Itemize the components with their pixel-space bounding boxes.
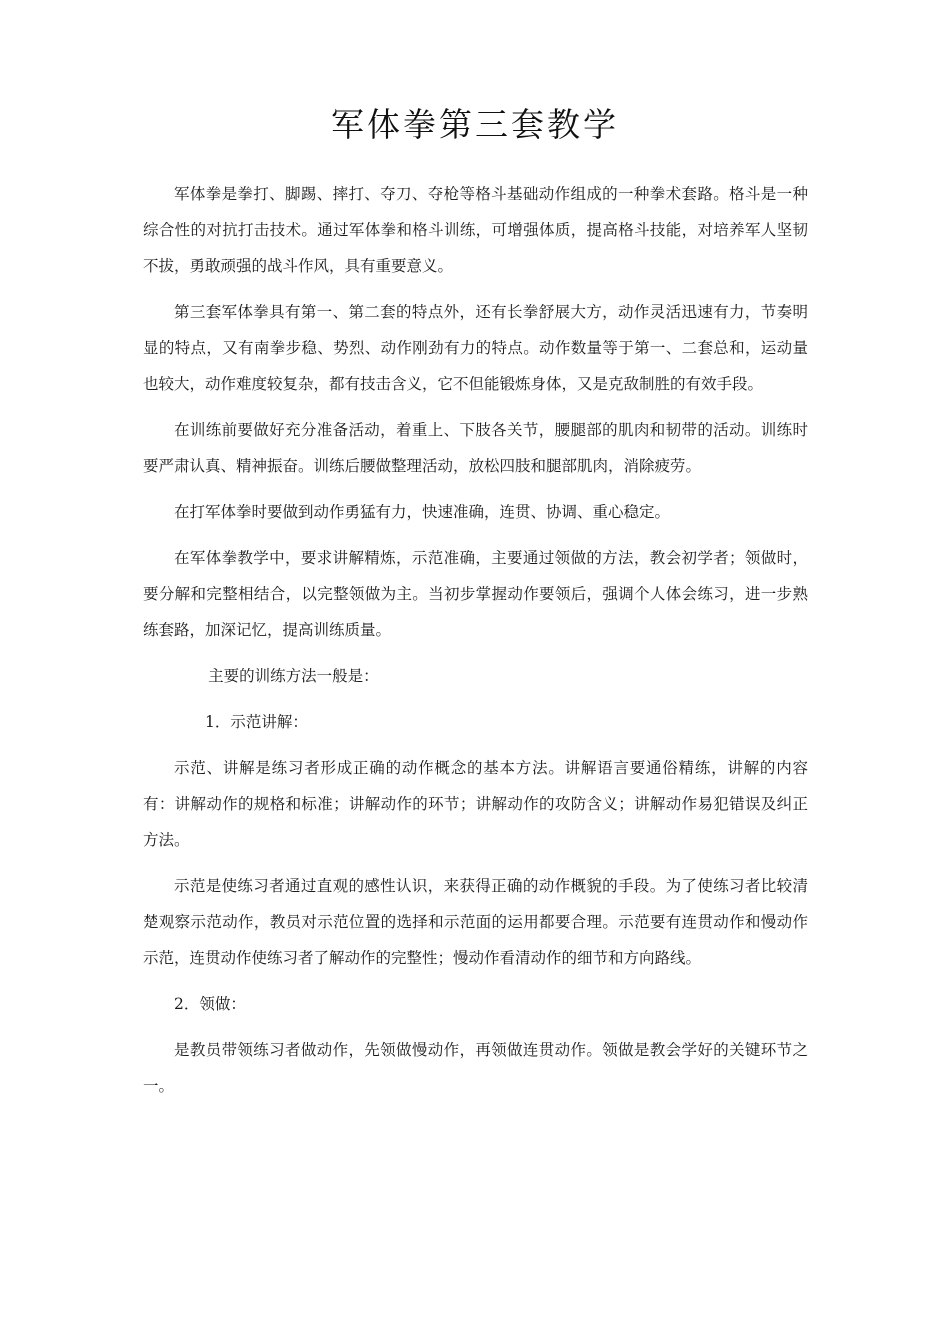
- paragraph-leading: 是教员带领练习者做动作，先领做慢动作，再领做连贯动作。领做是教会学好的关键环节之一。: [143, 1041, 808, 1095]
- section-heading-demonstration: 1．示范讲解：: [205, 713, 308, 731]
- paragraph-methods-heading: 主要的训练方法一般是：: [208, 667, 379, 685]
- paragraph-features: 第三套军体拳具有第一、第二套的特点外，还有长拳舒展大方，动作灵活迅速有力，节奏明显的特点，又有南拳步稳、势烈、动作刚劲有力的特点。动作数量等于第一、二套总和，运动量也较大，动作难度较复杂，都有技击含义，它不但能锻炼身体，又是克敌制胜的有效手段。: [143, 303, 808, 393]
- paragraph-demonstration: 示范是使练习者通过直观的感性认识，来获得正确的动作概貌的手段。为了使练习者比较清楚观察示范动作，教员对示范位置的选择和示范面的运用都要合理。示范要有连贯动作和慢动作示范，连贯动作使练习者了解动作的完整性；慢动作看清动作的细节和方向路线。: [143, 877, 808, 967]
- paragraph-intro: 军体拳是拳打、脚踢、摔打、夺刀、夺枪等格斗基础动作组成的一种拳术套路。格斗是一种综合性的对抗打击技术。通过军体拳和格斗训练，可增强体质，提高格斗技能，对培养军人坚韧不拔，勇敢顽强的战斗作风，具有重要意义。: [143, 185, 808, 275]
- paragraph-teaching: 在军体拳教学中，要求讲解精炼，示范准确，主要通过领做的方法，教会初学者；领做时，要分解和完整相结合，以完整领做为主。当初步掌握动作要领后，强调个人体会练习，进一步熟练套路，加深记忆，提高训练质量。: [143, 549, 808, 639]
- paragraph-requirements: 在打军体拳时要做到动作勇猛有力，快速准确，连贯、协调、重心稳定。: [174, 503, 671, 521]
- document-title: 军体拳第三套教学: [331, 105, 619, 144]
- section-heading-leading: 2．领做：: [174, 995, 246, 1013]
- paragraph-preparation: 在训练前要做好充分准备活动，着重上、下肢各关节，腰腿部的肌肉和韧带的活动。训练时要严肃认真、精神振奋。训练后腰做整理活动，放松四肢和腿部肌肉，消除疲劳。: [143, 421, 808, 475]
- document-body: [143, 176, 808, 1114]
- paragraph-explanation: 示范、讲解是练习者形成正确的动作概念的基本方法。讲解语言要通俗精练，讲解的内容有：讲解动作的规格和标准；讲解动作的环节；讲解动作的攻防含义；讲解动作易犯错误及纠正方法。: [143, 759, 808, 849]
